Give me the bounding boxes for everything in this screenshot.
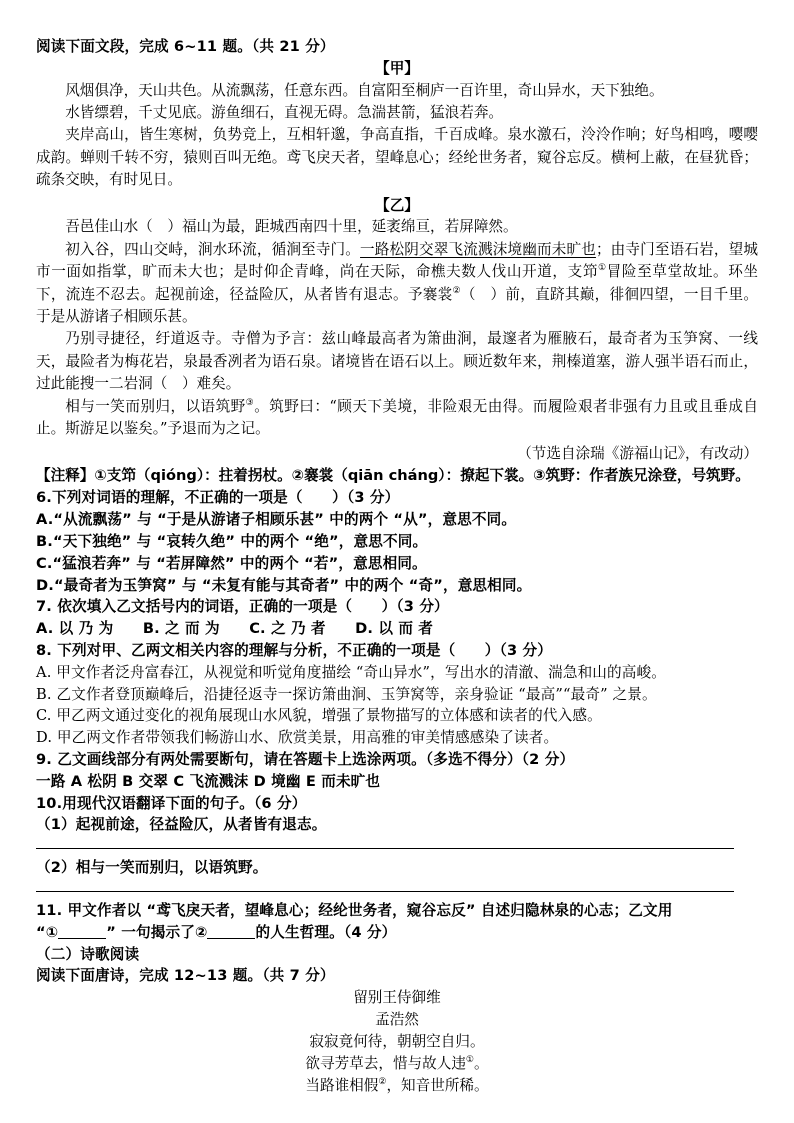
q9-stem: 9. 乙文画线部分有两处需要断句，请在答题卡上选涂两项。（多选不得分）（2 分） [36,751,575,769]
jia-paragraph-2: 水皆缥碧，千丈见底。游鱼细石，直视无碍。急湍甚箭，猛浪若奔。 [65,104,504,121]
yi-p2-text-a: 初入谷，四山交峙，涧水环流，循涧至寺门。 [65,240,361,258]
yi-p2-text-b: ；由寺门至语石岩，望城市一面如指掌，旷而未大也；是时仰企青峰，尚在天际，命樵夫数人伐山开道，支笻 [36,240,758,281]
yi-p2-text-d: （ ）前，直跻其巅，徘徊四望，一目千里。于是从游诸子相顾乐甚。 [36,285,758,326]
jia-heading: 【甲】 [375,59,419,77]
poem-line-1: 寂寂竟何待，朝朝空自归。 [309,1033,485,1051]
q6-option-c: C.“猛浪若奔” 与 “若屏障然” 中的两个 “若”，意思相同。 [36,554,427,572]
poem-author: 孟浩然 [375,1011,419,1029]
q6-option-b: B.“天下独绝” 与 “哀转久绝” 中的两个 “绝”，意思不同。 [36,533,428,551]
q6-option-a: A.“从流飘荡” 与 “于是从游诸子相顾乐甚” 中的两个 “从”，意思不同。 [36,511,517,529]
q6-option-d: D.“最奇者为玉笋窝” 与 “未复有能与其奇者” 中的两个 “奇”，意思相同。 [36,576,532,594]
answer-blank-1[interactable] [58,924,106,939]
yi-paragraph-3: 乃别寻捷径，纡道返寺。寺僧为予言：兹山峰最高者为箫曲涧，最邃者为雁腋石，最奇者为玉笋窝、一线天，最险者为梅花岩，泉最香冽者为语石泉。诸境皆在语石以上。顾近数年来，荆榛道塞，游人强半语石而止，过此能搜一二岩洞（ ）难矣。 [36,330,758,393]
poem-line-2-end: 。 [474,1055,489,1073]
answer-blank-2[interactable] [207,924,255,939]
yi-p4-text-b: 。筑野曰：“顾天下美境，非险艰无由得。而履险艰者非强有力且或且垂成自止。斯游足以鉴矣。”予退而为之记。 [36,397,758,438]
q10-sentence-1: （1）起视前途，径益险仄，从者皆有退志。 [36,816,327,834]
poem-line-3-text: 当路谁相假 [305,1077,379,1095]
jia-paragraph-3: 夹岸高山，皆生寒树，负势竞上，互相轩邈，争高直指，千百成峰。泉水激石，泠泠作响；好鸟相鸣，嘤嘤成韵。蝉则千转不穷，猿则百叫无绝。鸢飞戾天者，望峰息心；经纶世务者，窥谷忘反。横柯上蔽，在昼犹昏；疏条交映，有时见日。 [36,126,758,189]
q6-stem: 6.下列对词语的理解，不正确的一项是（ ）（3 分） [36,489,400,507]
q8-option-d: D. 甲乙两文作者带领我们畅游山水、欣赏美景，用高雅的审美情感感染了读者。 [36,729,559,747]
source-citation: （节选自涂瑞《游福山记》，有改动） [517,445,758,463]
poem-line-3 [36,1075,758,1097]
section-2-title: （二）诗歌阅读 [36,945,140,963]
footnote-marker-1: ① [598,263,607,274]
q8-option-a: A. 甲文作者泛舟富春江，从视觉和听觉角度描绘 “奇山异水”，写出水的清澈、湍急和山的高峻。 [36,663,667,681]
q11-text-c: 的人生哲理。（4 分） [255,923,397,941]
poem-footnote-marker-2: ② [378,1077,387,1088]
footnote-marker-3: ③ [245,397,255,408]
q7-options: A. 以 乃 为 B. 之 而 为 C. 之 乃 者 D. 以 而 者 [36,620,434,638]
yi-paragraph-1: 吾邑佳山水（ ）福山为最，距城西南四十里，延袤绵亘，若屏障然。 [65,218,518,236]
poem-title: 留别王侍御维 [353,989,441,1007]
q8-option-c: C. 甲乙两文通过变化的视角展现山水风貌，增强了景物描写的立体感和读者的代入感。 [36,707,602,725]
q9-options: 一路 A 松阴 B 交翠 C 飞流溅沫 D 境幽 E 而未旷也 [36,772,381,790]
yi-p2-text-c: 冒险至草堂故址。环坐下，流连不忍去。起视前途，径益险仄，从者皆有退志。予褰裳 [36,263,758,303]
q11-line-1: 11. 甲文作者以 “鸢飞戾天者，望峰息心；经纶世务者，窥谷忘反” 自述归隐林泉的心志；乙文用 [36,902,673,920]
q10-stem: 10.用现代汉语翻译下面的句子。（6 分） [36,794,307,812]
q11-line-2 [36,922,758,944]
section-2-intro: 阅读下面唐诗，完成 12~13 题。（共 7 分） [36,967,335,985]
q11-text-a: “① [36,923,59,941]
q10-sentence-2: （2）相与一笑而别归，以语筑野。 [36,859,268,877]
q7-stem: 7. 依次填入乙文括号内的词语，正确的一项是（ ）（3 分） [36,598,449,616]
annotations: 【注释】①支笻（qióng）：拄着拐杖。②褰裳（qiān cháng）：撩起下裳。③筑野：作者族兄涂登，号筑野。 [36,467,750,485]
yi-paragraph-2 [36,239,758,329]
footnote-marker-2: ② [452,285,461,296]
q8-stem: 8. 下列对甲、乙两文相关内容的理解与分析，不正确的一项是（ ）（3 分） [36,642,553,660]
poem-line-2-text: 欲寻芳草去，惜与故人违 [305,1055,466,1073]
poem-footnote-marker-1: ① [465,1055,474,1066]
answer-line-1[interactable] [36,848,734,849]
q11-text-b: ” 一句揭示了② [106,923,208,941]
yi-paragraph-4 [36,396,758,441]
poem-line-3-end: ，知音世所稀。 [386,1077,489,1095]
reading-intro: 阅读下面文段，完成 6~11 题。（共 21 分） [36,38,335,55]
answer-line-2[interactable] [36,891,734,892]
yi-p4-text-a: 相与一笑而别归，以语筑野 [65,397,246,415]
poem-line-2 [36,1053,758,1075]
yi-heading: 【乙】 [375,196,419,214]
jia-paragraph-1: 风烟俱净，天山共色。从流飘荡，任意东西。自富阳至桐庐一百许里，奇山异水，天下独绝。 [65,81,664,99]
q8-option-b: B. 乙文作者登顶巅峰后，沿捷径返寺一探访箫曲涧、玉笋窝等，亲身验证 “最高”“最奇” 之景。 [36,685,657,703]
underlined-passage: 一路松阴交翠飞流溅沫境幽而未旷也 [360,240,596,258]
